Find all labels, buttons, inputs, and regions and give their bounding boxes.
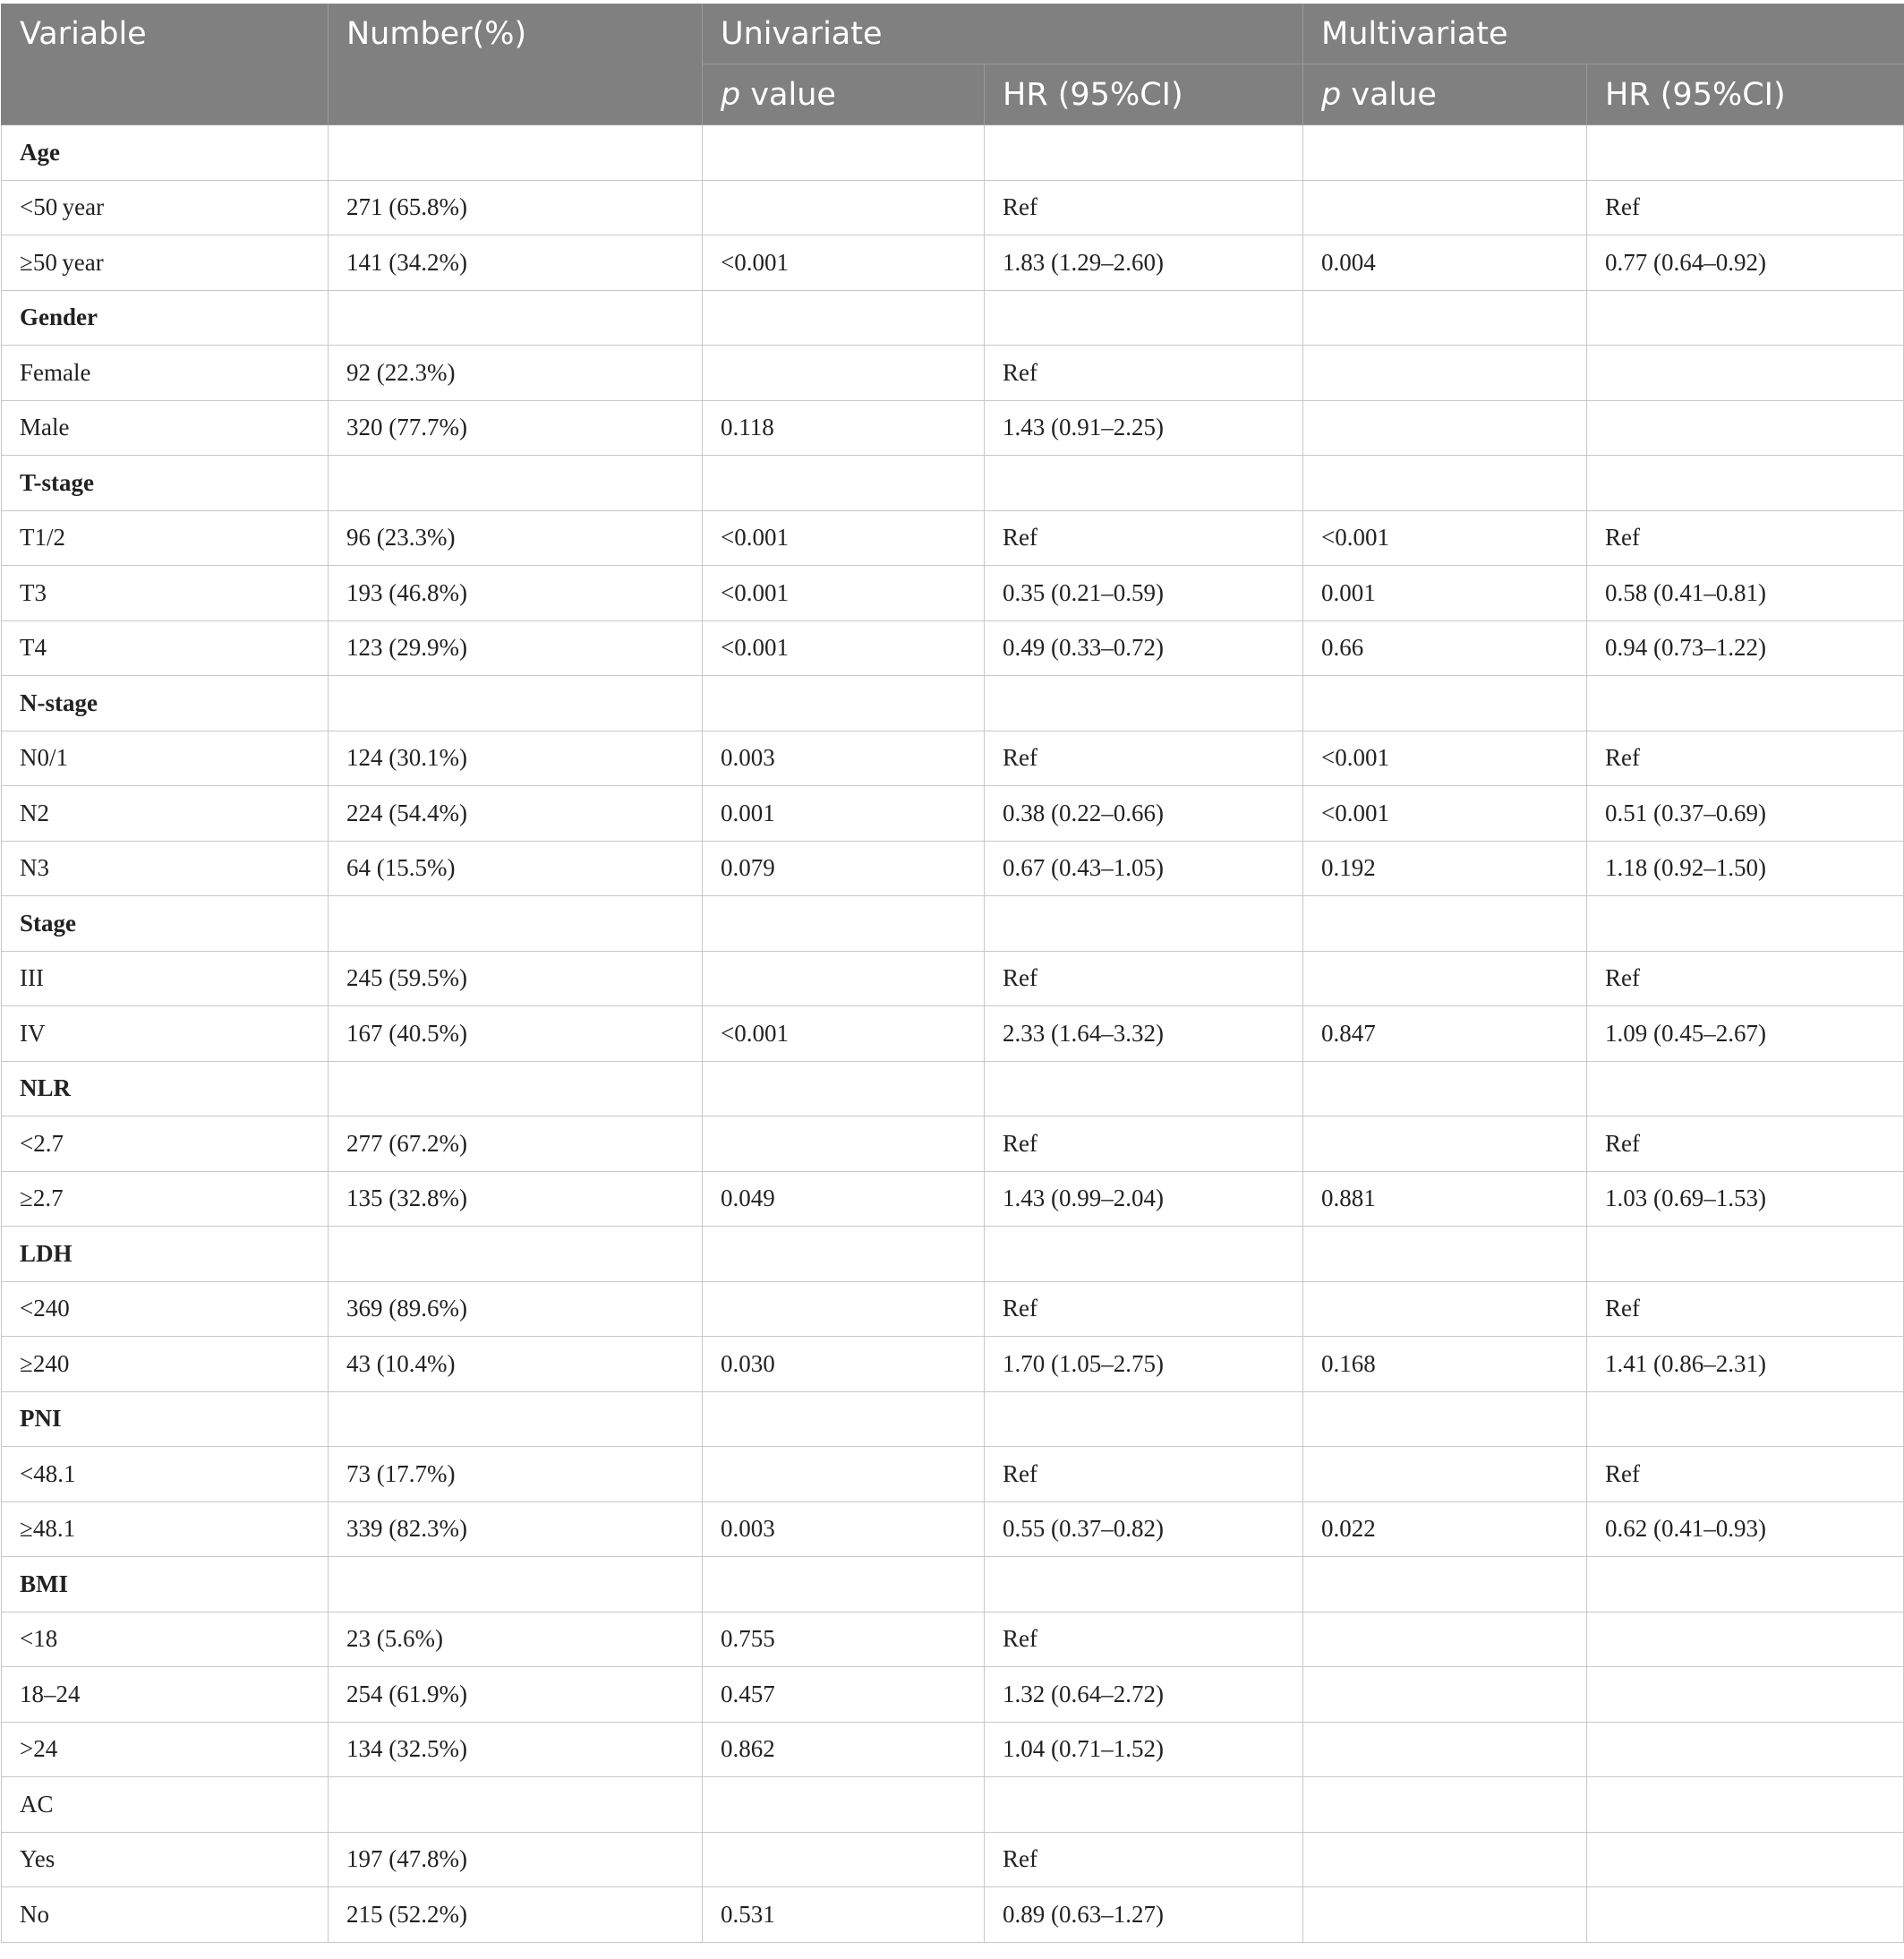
multivariate-p-cell xyxy=(1303,1887,1587,1943)
variable-cell: Age xyxy=(2,125,329,181)
multivariate-p-cell xyxy=(1303,180,1587,235)
p-italic: p xyxy=(1321,76,1342,113)
table-row xyxy=(2,841,1904,896)
number-cell xyxy=(329,125,703,181)
variable-cell: LDH xyxy=(2,1227,329,1282)
multivariate-p-cell xyxy=(1303,1061,1587,1116)
table-row xyxy=(2,125,1904,181)
p-value-label: value xyxy=(1341,76,1437,113)
variable-cell: Yes xyxy=(2,1832,329,1887)
number-cell: 96 (23.3%) xyxy=(329,510,703,566)
variable-cell: Male xyxy=(2,400,329,456)
variable-cell: III xyxy=(2,951,329,1006)
univariate-p-cell: 0.531 xyxy=(703,1887,985,1943)
multivariate-hr-cell xyxy=(1587,346,1904,401)
table-row xyxy=(2,1887,1904,1943)
multivariate-hr-cell xyxy=(1587,1722,1904,1777)
table-row xyxy=(2,1337,1904,1392)
multivariate-hr-cell xyxy=(1587,1887,1904,1943)
univariate-p-cell: 0.030 xyxy=(703,1337,985,1392)
multivariate-p-cell xyxy=(1303,1116,1587,1172)
number-cell xyxy=(329,290,703,346)
univariate-p-cell: 0.001 xyxy=(703,786,985,842)
number-cell: 369 (89.6%) xyxy=(329,1281,703,1337)
table-row xyxy=(2,1116,1904,1172)
multivariate-p-cell xyxy=(1303,125,1587,181)
multivariate-hr-cell xyxy=(1587,1061,1904,1116)
variable-cell: ≥2.7 xyxy=(2,1171,329,1227)
variable-cell: Stage xyxy=(2,896,329,952)
variable-cell: PNI xyxy=(2,1391,329,1447)
variable-cell: N0/1 xyxy=(2,731,329,786)
number-cell: 64 (15.5%) xyxy=(329,841,703,896)
univariate-hr-cell: 0.38 (0.22–0.66) xyxy=(985,786,1303,842)
multivariate-p-cell xyxy=(1303,1447,1587,1502)
number-cell: 245 (59.5%) xyxy=(329,951,703,1006)
multivariate-p-cell xyxy=(1303,1391,1587,1447)
number-cell: 124 (30.1%) xyxy=(329,731,703,786)
multivariate-p-cell: 0.881 xyxy=(1303,1171,1587,1227)
number-cell: 320 (77.7%) xyxy=(329,400,703,456)
multivariate-p-cell: 0.847 xyxy=(1303,1006,1587,1062)
multivariate-p-cell xyxy=(1303,1612,1587,1667)
table-body xyxy=(2,125,1904,1943)
univariate-p-cell xyxy=(703,1061,985,1116)
number-cell: 339 (82.3%) xyxy=(329,1501,703,1557)
variable-cell: N3 xyxy=(2,841,329,896)
univariate-hr-cell: 1.70 (1.05–2.75) xyxy=(985,1337,1303,1392)
number-cell xyxy=(329,1557,703,1613)
table-row xyxy=(2,1777,1904,1833)
multivariate-p-cell xyxy=(1303,1722,1587,1777)
multivariate-hr-cell xyxy=(1587,1227,1904,1282)
multivariate-hr-cell: 1.41 (0.86–2.31) xyxy=(1587,1337,1904,1392)
multivariate-hr-cell: 0.62 (0.41–0.93) xyxy=(1587,1501,1904,1557)
variable-cell: ≥48.1 xyxy=(2,1501,329,1557)
univariate-hr-cell xyxy=(985,896,1303,952)
univariate-p-cell xyxy=(703,1116,985,1172)
multivariate-hr-cell: 0.77 (0.64–0.92) xyxy=(1587,235,1904,291)
multivariate-hr-cell: 1.03 (0.69–1.53) xyxy=(1587,1171,1904,1227)
univariate-p-cell: <0.001 xyxy=(703,235,985,291)
number-cell: 167 (40.5%) xyxy=(329,1006,703,1062)
univariate-p-cell: <0.001 xyxy=(703,510,985,566)
table-row xyxy=(2,620,1904,676)
univariate-hr-cell: Ref xyxy=(985,1612,1303,1667)
multivariate-p-cell xyxy=(1303,1832,1587,1887)
header-univariate-hr: HR (95%CI) xyxy=(985,64,1303,125)
table-row xyxy=(2,510,1904,566)
number-cell xyxy=(329,1777,703,1833)
univariate-p-cell xyxy=(703,896,985,952)
multivariate-p-cell: 0.001 xyxy=(1303,566,1587,621)
multivariate-hr-cell: 0.58 (0.41–0.81) xyxy=(1587,566,1904,621)
number-cell: 92 (22.3%) xyxy=(329,346,703,401)
multivariate-hr-cell: 0.51 (0.37–0.69) xyxy=(1587,786,1904,842)
table-row xyxy=(2,235,1904,291)
univariate-p-cell: 0.003 xyxy=(703,731,985,786)
multivariate-hr-cell xyxy=(1587,456,1904,511)
number-cell: 254 (61.9%) xyxy=(329,1667,703,1723)
univariate-p-cell xyxy=(703,1777,985,1833)
number-cell: 23 (5.6%) xyxy=(329,1612,703,1667)
multivariate-p-cell: <0.001 xyxy=(1303,731,1587,786)
multivariate-p-cell xyxy=(1303,1777,1587,1833)
multivariate-hr-cell: Ref xyxy=(1587,951,1904,1006)
univariate-p-cell xyxy=(703,290,985,346)
variable-cell: T4 xyxy=(2,620,329,676)
table-header xyxy=(2,4,1904,125)
header-univariate-p-value xyxy=(703,64,985,125)
table-row xyxy=(2,731,1904,786)
table-row xyxy=(2,1501,1904,1557)
table-row xyxy=(2,1557,1904,1613)
multivariate-p-cell xyxy=(1303,346,1587,401)
univariate-hr-cell: 1.43 (0.99–2.04) xyxy=(985,1171,1303,1227)
header-multivariate: Multivariate xyxy=(1303,4,1904,64)
multivariate-p-cell: 0.66 xyxy=(1303,620,1587,676)
table-row xyxy=(2,951,1904,1006)
univariate-hr-cell xyxy=(985,456,1303,511)
variable-cell: T1/2 xyxy=(2,510,329,566)
univariate-hr-cell: Ref xyxy=(985,1447,1303,1502)
univariate-hr-cell xyxy=(985,1557,1303,1613)
univariate-hr-cell xyxy=(985,290,1303,346)
univariate-p-cell: 0.079 xyxy=(703,841,985,896)
multivariate-hr-cell: Ref xyxy=(1587,510,1904,566)
univariate-hr-cell: 0.35 (0.21–0.59) xyxy=(985,566,1303,621)
univariate-p-cell xyxy=(703,1557,985,1613)
univariate-p-cell xyxy=(703,951,985,1006)
table-row xyxy=(2,1227,1904,1282)
univariate-hr-cell: 1.83 (1.29–2.60) xyxy=(985,235,1303,291)
variable-cell: >24 xyxy=(2,1722,329,1777)
univariate-hr-cell: Ref xyxy=(985,1281,1303,1337)
univariate-hr-cell: 0.49 (0.33–0.72) xyxy=(985,620,1303,676)
multivariate-p-cell xyxy=(1303,290,1587,346)
p-italic: p xyxy=(721,76,741,113)
univariate-p-cell xyxy=(703,456,985,511)
univariate-p-cell xyxy=(703,1227,985,1282)
variable-cell: Female xyxy=(2,346,329,401)
univariate-hr-cell: Ref xyxy=(985,180,1303,235)
number-cell: 134 (32.5%) xyxy=(329,1722,703,1777)
univariate-p-cell: <0.001 xyxy=(703,566,985,621)
multivariate-p-cell xyxy=(1303,1281,1587,1337)
multivariate-hr-cell xyxy=(1587,290,1904,346)
multivariate-hr-cell: Ref xyxy=(1587,180,1904,235)
number-cell xyxy=(329,456,703,511)
multivariate-hr-cell xyxy=(1587,1832,1904,1887)
multivariate-hr-cell xyxy=(1587,1777,1904,1833)
multivariate-p-cell xyxy=(1303,456,1587,511)
univariate-p-cell xyxy=(703,1447,985,1502)
number-cell: 123 (29.9%) xyxy=(329,620,703,676)
variable-cell: <48.1 xyxy=(2,1447,329,1502)
univariate-hr-cell: 1.04 (0.71–1.52) xyxy=(985,1722,1303,1777)
p-value-label: value xyxy=(740,76,836,113)
univariate-p-cell xyxy=(703,1281,985,1337)
univariate-hr-cell xyxy=(985,1391,1303,1447)
multivariate-p-cell xyxy=(1303,676,1587,731)
multivariate-p-cell: 0.192 xyxy=(1303,841,1587,896)
multivariate-hr-cell xyxy=(1587,676,1904,731)
univariate-p-cell xyxy=(703,1832,985,1887)
univariate-p-cell xyxy=(703,346,985,401)
univariate-p-cell xyxy=(703,1391,985,1447)
univariate-p-cell: 0.118 xyxy=(703,400,985,456)
variable-cell: N-stage xyxy=(2,676,329,731)
table-row xyxy=(2,1832,1904,1887)
table-row xyxy=(2,180,1904,235)
header-multivariate-hr: HR (95%CI) xyxy=(1587,64,1904,125)
header-number: Number(%) xyxy=(329,4,703,125)
univariate-hr-cell: 0.67 (0.43–1.05) xyxy=(985,841,1303,896)
multivariate-p-cell: <0.001 xyxy=(1303,510,1587,566)
univariate-p-cell: 0.755 xyxy=(703,1612,985,1667)
variable-cell: ≥240 xyxy=(2,1337,329,1392)
table-row xyxy=(2,786,1904,842)
variable-cell: <18 xyxy=(2,1612,329,1667)
number-cell xyxy=(329,1061,703,1116)
multivariate-hr-cell: Ref xyxy=(1587,1116,1904,1172)
multivariate-hr-cell xyxy=(1587,1612,1904,1667)
univariate-hr-cell: 2.33 (1.64–3.32) xyxy=(985,1006,1303,1062)
univariate-hr-cell: 0.55 (0.37–0.82) xyxy=(985,1501,1303,1557)
table-row xyxy=(2,1612,1904,1667)
table-row xyxy=(2,1667,1904,1723)
number-cell: 277 (67.2%) xyxy=(329,1116,703,1172)
multivariate-p-cell xyxy=(1303,1557,1587,1613)
number-cell xyxy=(329,1227,703,1282)
table-row xyxy=(2,1391,1904,1447)
multivariate-hr-cell xyxy=(1587,1557,1904,1613)
multivariate-hr-cell xyxy=(1587,1391,1904,1447)
univariate-p-cell: 0.457 xyxy=(703,1667,985,1723)
variable-cell: N2 xyxy=(2,786,329,842)
univariate-hr-cell: 1.43 (0.91–2.25) xyxy=(985,400,1303,456)
variable-cell: 18–24 xyxy=(2,1667,329,1723)
multivariate-p-cell xyxy=(1303,896,1587,952)
multivariate-p-cell xyxy=(1303,1227,1587,1282)
number-cell: 271 (65.8%) xyxy=(329,180,703,235)
number-cell xyxy=(329,896,703,952)
univariate-hr-cell xyxy=(985,125,1303,181)
table-row xyxy=(2,290,1904,346)
table-row xyxy=(2,566,1904,621)
header-variable: Variable xyxy=(2,4,329,125)
univariate-p-cell: 0.003 xyxy=(703,1501,985,1557)
variable-cell: T-stage xyxy=(2,456,329,511)
univariate-p-cell xyxy=(703,125,985,181)
variable-cell: <240 xyxy=(2,1281,329,1337)
univariate-hr-cell: Ref xyxy=(985,510,1303,566)
header-multivariate-p-value xyxy=(1303,64,1587,125)
number-cell: 197 (47.8%) xyxy=(329,1832,703,1887)
univariate-hr-cell: Ref xyxy=(985,346,1303,401)
results-table xyxy=(1,4,1904,1943)
univariate-p-cell xyxy=(703,676,985,731)
table-row xyxy=(2,1006,1904,1062)
univariate-p-cell: 0.049 xyxy=(703,1171,985,1227)
multivariate-p-cell: 0.004 xyxy=(1303,235,1587,291)
number-cell: 43 (10.4%) xyxy=(329,1337,703,1392)
number-cell: 141 (34.2%) xyxy=(329,235,703,291)
univariate-hr-cell: Ref xyxy=(985,731,1303,786)
multivariate-hr-cell xyxy=(1587,400,1904,456)
number-cell xyxy=(329,676,703,731)
univariate-p-cell: <0.001 xyxy=(703,620,985,676)
table-row xyxy=(2,456,1904,511)
number-cell xyxy=(329,1391,703,1447)
header-univariate: Univariate xyxy=(703,4,1303,64)
univariate-hr-cell: 1.32 (0.64–2.72) xyxy=(985,1667,1303,1723)
number-cell: 224 (54.4%) xyxy=(329,786,703,842)
variable-cell: No xyxy=(2,1887,329,1943)
table-row xyxy=(2,1171,1904,1227)
univariate-p-cell: <0.001 xyxy=(703,1006,985,1062)
table-row xyxy=(2,1447,1904,1502)
number-cell: 135 (32.8%) xyxy=(329,1171,703,1227)
variable-cell: BMI xyxy=(2,1557,329,1613)
univariate-p-cell xyxy=(703,180,985,235)
variable-cell: T3 xyxy=(2,566,329,621)
multivariate-hr-cell: Ref xyxy=(1587,1281,1904,1337)
multivariate-hr-cell: 1.09 (0.45–2.67) xyxy=(1587,1006,1904,1062)
table-row xyxy=(2,676,1904,731)
number-cell: 73 (17.7%) xyxy=(329,1447,703,1502)
multivariate-p-cell xyxy=(1303,1667,1587,1723)
univariate-hr-cell xyxy=(985,1777,1303,1833)
table-row xyxy=(2,1281,1904,1337)
variable-cell: NLR xyxy=(2,1061,329,1116)
variable-cell: <2.7 xyxy=(2,1116,329,1172)
variable-cell: <50 year xyxy=(2,180,329,235)
table-row xyxy=(2,896,1904,952)
multivariate-hr-cell: Ref xyxy=(1587,731,1904,786)
univariate-p-cell: 0.862 xyxy=(703,1722,985,1777)
univariate-hr-cell: 0.89 (0.63–1.27) xyxy=(985,1887,1303,1943)
multivariate-p-cell: <0.001 xyxy=(1303,786,1587,842)
table-row xyxy=(2,400,1904,456)
multivariate-hr-cell: 1.18 (0.92–1.50) xyxy=(1587,841,1904,896)
univariate-hr-cell xyxy=(985,1061,1303,1116)
table-row xyxy=(2,1722,1904,1777)
header-row-top xyxy=(2,4,1904,64)
univariate-hr-cell: Ref xyxy=(985,1832,1303,1887)
multivariate-p-cell xyxy=(1303,400,1587,456)
variable-cell: AC xyxy=(2,1777,329,1833)
multivariate-p-cell xyxy=(1303,951,1587,1006)
multivariate-hr-cell xyxy=(1587,125,1904,181)
variable-cell: Gender xyxy=(2,290,329,346)
multivariate-hr-cell xyxy=(1587,896,1904,952)
table-row xyxy=(2,346,1904,401)
variable-cell: ≥50 year xyxy=(2,235,329,291)
table-row xyxy=(2,1061,1904,1116)
multivariate-hr-cell: 0.94 (0.73–1.22) xyxy=(1587,620,1904,676)
multivariate-p-cell: 0.168 xyxy=(1303,1337,1587,1392)
variable-cell: IV xyxy=(2,1006,329,1062)
univariate-hr-cell: Ref xyxy=(985,951,1303,1006)
multivariate-hr-cell xyxy=(1587,1667,1904,1723)
univariate-hr-cell: Ref xyxy=(985,1116,1303,1172)
univariate-hr-cell xyxy=(985,676,1303,731)
multivariate-hr-cell: Ref xyxy=(1587,1447,1904,1502)
univariate-hr-cell xyxy=(985,1227,1303,1282)
number-cell: 215 (52.2%) xyxy=(329,1887,703,1943)
multivariate-p-cell: 0.022 xyxy=(1303,1501,1587,1557)
number-cell: 193 (46.8%) xyxy=(329,566,703,621)
